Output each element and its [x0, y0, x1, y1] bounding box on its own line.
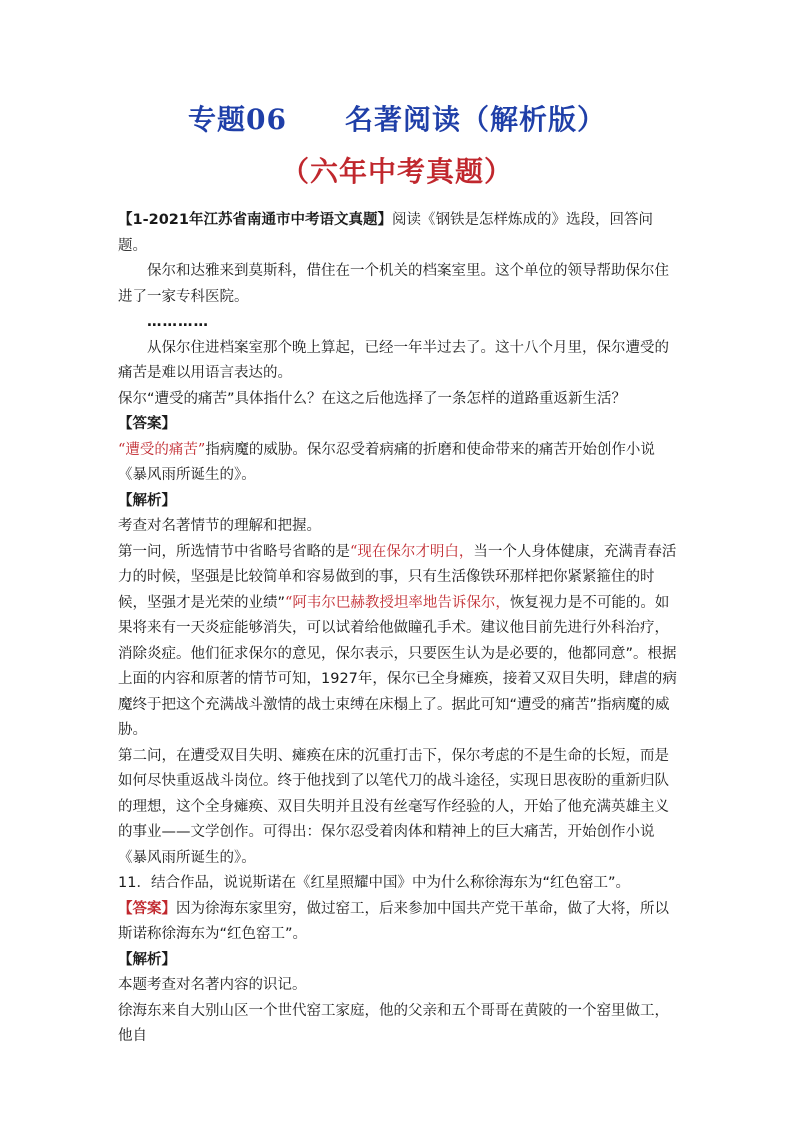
analysis-1-part-b: 当一个人身体健康，充满青春活力的时候，坚强是比较简单和容易做到的事，只有生活像铁环那样把你紧紧箍住的时候，坚强才是光荣的业绩” — [118, 543, 677, 611]
page-subtitle: （六年中考真题） — [280, 155, 513, 188]
passage-ellipsis: ………… — [147, 314, 209, 330]
answer-text — [118, 438, 680, 489]
question-11-answer — [118, 897, 680, 948]
question-11-answer-body: 因为徐海东家里穷，做过窑工，后来参加中国共产党干革命，做了大将，所以斯诺称徐海东为“红色窑工”。 — [118, 900, 669, 942]
analysis-1-part-c: 恢复视力是不可能的。如果将来有一天炎症能够消失，可以试着给他做瞳孔手术。建议他目前先进行外科治疗，消除炎症。他们征求保尔的意见，保尔表示，只要医生认为是必要的，他都同意”。根据上面的内容和原著的情节可知，1927年，保尔已全身瘫痪，接着又双目失明，肆虐的病魔终于把这个充满战斗激情的战士束缚在床榻上了。据此可知“遭受的痛苦”指病魔的威胁。 — [118, 594, 677, 738]
answer-label: 【答案】 — [118, 416, 176, 432]
document-body — [118, 208, 680, 1050]
analysis-paragraph-2: 第二问，在遭受双目失明、瘫痪在床的沉重打击下，保尔考虑的不是生命的长短，而是如何尽快重返战斗岗位。终于他找到了以笔代刀的战斗途径，实现日思夜盼的重新归队的理想，这个全身瘫痪、双目失明并且没有丝毫写作经验的人，开始了他充满英雄主义的事业——文学创作。可得出：保尔忍受着肉体和精神上的巨大痛苦，开始创作小说《暴风雨所诞生的》。 — [118, 747, 669, 866]
question-11-answer-label: 【答案】 — [118, 900, 176, 917]
analysis-1-quote-2: “阿韦尔巴赫教授坦率地告诉保尔， — [285, 594, 510, 611]
question-1-text: 保尔“遭受的痛苦”具体指什么？在这之后他选择了一条怎样的道路重返新生活？ — [118, 390, 627, 407]
question-1-prompt: 阅读《钢铁是怎样炼成的》选段，回答问题。 — [118, 212, 653, 254]
question-11-text: 11．结合作品，说说斯诺在《红星照耀中国》中为什么称徐海东为“红色窑工”。 — [118, 875, 630, 891]
answer-body: 指病魔的威胁。保尔忍受着病痛的折磨和使命带来的痛苦开始创作小说《暴风雨所诞生的》。 — [118, 441, 655, 483]
analysis-paragraph-1 — [118, 540, 680, 744]
analysis-1-part-a: 第一问，所选情节中省略号省略的是 — [118, 543, 350, 560]
question-1-tag: 【1-2021年江苏省南通市中考语文真题】 — [118, 212, 392, 228]
question-1-header — [118, 208, 680, 259]
page-title: 专题06 名著阅读（解析版） — [188, 103, 606, 136]
analysis-1-quote-1: “现在保尔才明白， — [350, 543, 474, 560]
analysis-intro: 考查对名著情节的理解和把握。 — [118, 518, 321, 534]
question-11-analysis-intro: 本题考查对名著内容的识记。 — [118, 977, 307, 993]
question-11-analysis-label: 【解析】 — [118, 951, 176, 968]
passage-paragraph-2: 从保尔住进档案室那个晚上算起，已经一年半过去了。这十八个月里，保尔遭受的痛苦是难以用语言表达的。 — [118, 339, 669, 381]
analysis-label: 【解析】 — [118, 492, 176, 509]
answer-quote: “遭受的痛苦” — [118, 441, 206, 458]
question-11-analysis-text: 徐海东来自大别山区一个世代窑工家庭，他的父亲和五个哥哥在黄陂的一个窑里做工，他自 — [118, 1002, 669, 1044]
passage-paragraph-1: 保尔和达雅来到莫斯科，借住在一个机关的档案室里。这个单位的领导帮助保尔住进了一家专科医院。 — [118, 263, 669, 305]
